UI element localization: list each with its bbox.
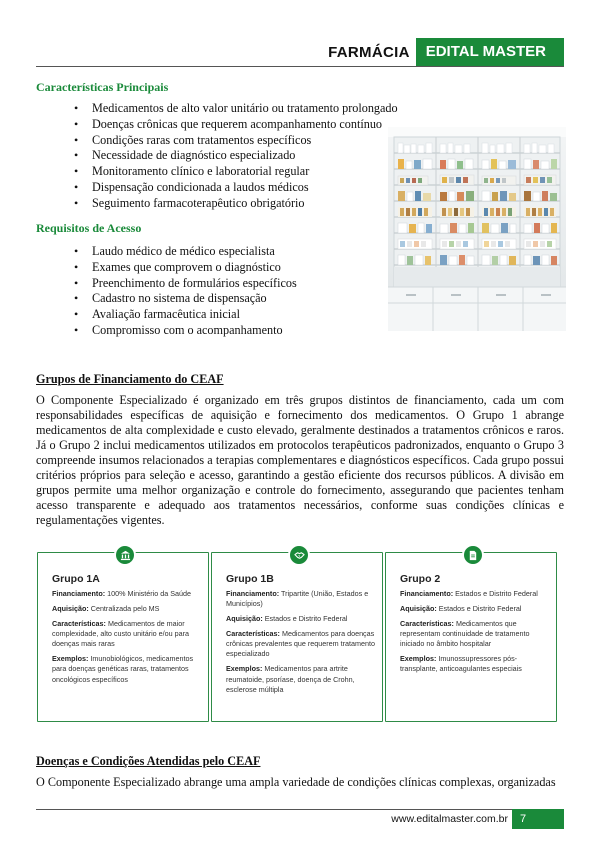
card-body: [226, 589, 376, 700]
list-item: • Laudo médico de médico especialista: [74, 244, 297, 260]
card-title: Grupo 1B: [226, 573, 274, 585]
list-item: • Compromisso com o acompanhamento: [74, 323, 297, 339]
requisitos-title: Requisitos de Acesso: [36, 221, 142, 235]
card-caracteristicas: Características: Medicamentos que representam continuidade de tratamento iniciado no âmbito hospitalar: [400, 618, 530, 649]
document-icon: [462, 544, 484, 566]
pharmacy-shelves-image: [388, 127, 566, 331]
header-divider: [36, 66, 564, 67]
header-brand: EDITAL MASTER: [416, 38, 564, 66]
list-item: • Doenças crônicas que requerem acompanhamento contínuo: [74, 117, 398, 133]
caracteristicas-list: [74, 101, 398, 212]
card-exemplos: Exemplos: Medicamentos para artrite reumatoide, psoríase, doença de Crohn, esclerose múltipla: [226, 664, 355, 694]
card-body: [52, 589, 202, 689]
card-exemplos: Exemplos: Imunobiológicos, medicamentos para doenças genéticas raras, tratamentos oncológicos específicos: [52, 653, 194, 684]
group-card-1a: [37, 552, 209, 722]
list-item: • Cadastro no sistema de dispensação: [74, 291, 297, 307]
list-item: • Avaliação farmacêutica inicial: [74, 307, 297, 323]
list-item: • Exames que comprovem o diagnóstico: [74, 260, 297, 276]
card-title: Grupo 2: [400, 573, 441, 585]
card-caracteristicas: Características: Medicamentos de maior complexidade, alto custo unitário e/ou para doenças mais raras: [52, 618, 190, 649]
group-card-2: [385, 552, 557, 722]
caracteristicas-title: Características Principais: [36, 80, 169, 94]
header-subject: FARMÁCIA: [328, 43, 410, 61]
card-body: [400, 589, 550, 679]
card-aquisicao: Aquisição: Estados e Distrito Federal: [400, 603, 522, 613]
list-item: • Seguimento farmacoterapêutico obrigatório: [74, 196, 398, 212]
list-item: • Preenchimento de formulários específicos: [74, 276, 297, 292]
list-item: • Dispensação condicionada a laudos médicos: [74, 180, 398, 196]
list-item: • Necessidade de diagnóstico especializado: [74, 148, 398, 164]
card-financiamento: Financiamento: Estados e Distrito Federal: [400, 589, 538, 598]
grupos-paragraph: O Componente Especializado é organizado em três grupos distintos de financiamento, cada um com responsabilidades específicas de aquisição e fornecimento dos medicamentos. O Grupo 1 abrange medicamentos de alta complexidade e custo elevado, geralmente destinados a tratamentos crônicos e raros. Já o Grupo 2 inclui medicamentos utilizados em protocolos terapêuticos padronizados, enquanto o Grupo 3 compreende insumos relacionados a terapias complementares e diagnósticos específicos. Cada grupo possui critérios próprios para seleção e acesso, garantindo a gestão eficiente dos recursos públicos. A divisão em grupos permite uma melhor organização e controle do fornecimento, assegurando que pacientes tenham acesso transparente e adequado aos tratamentos necessários, conforme suas condições clínicas e regulamentações vigentes.: [36, 393, 564, 527]
footer-website: www.editalmaster.com.br: [391, 813, 508, 825]
doencas-paragraph: O Componente Especializado abrange uma ampla variedade de condições clínicas complexas, organizadas: [36, 775, 556, 789]
page-number: 7: [512, 809, 564, 829]
bank-icon: [114, 544, 136, 566]
card-title: Grupo 1A: [52, 573, 100, 585]
list-item: • Monitoramento clínico e laboratorial regular: [74, 164, 398, 180]
handshake-icon: [288, 544, 310, 566]
card-financiamento: Financiamento: Tripartite (União, Estados e Municípios): [226, 589, 369, 609]
card-aquisicao: Aquisição: Centralizada pelo MS: [52, 603, 160, 613]
card-caracteristicas: Características: Medicamentos para doenças crônicas prevalentes que requerem tratamento especializado: [226, 628, 376, 659]
page-header: [328, 38, 564, 66]
card-financiamento: Financiamento: 100% Ministério da Saúde: [52, 589, 192, 598]
grupos-heading: Grupos de Financiamento do CEAF: [36, 372, 224, 386]
card-aquisicao: Aquisição: Estados e Distrito Federal: [226, 614, 348, 624]
card-exemplos: Exemplos: Imunossupressores pós-transplante, anticoagulantes especiais: [400, 653, 522, 674]
group-card-1b: [211, 552, 383, 722]
list-item: • Condições raras com tratamentos específicos: [74, 133, 398, 149]
list-item: • Medicamentos de alto valor unitário ou tratamento prolongado: [74, 101, 398, 117]
doencas-heading: Doenças e Condições Atendidas pelo CEAF: [36, 754, 261, 768]
requisitos-list: [74, 244, 297, 339]
